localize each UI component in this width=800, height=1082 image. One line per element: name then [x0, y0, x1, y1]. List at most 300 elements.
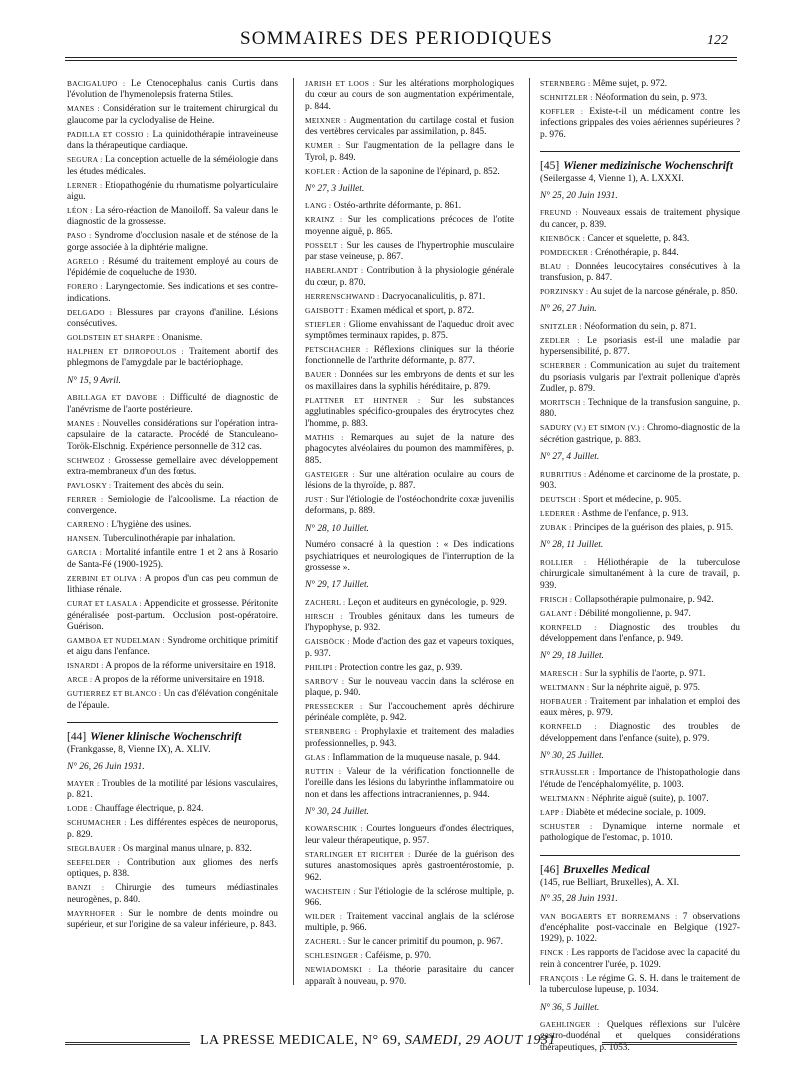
- list-item: [540, 335, 740, 359]
- entry-title: Les différentes espèces de neuroporus, p. 829.: [67, 818, 278, 840]
- entry-author: SEEFELDER :: [67, 857, 121, 867]
- list-item: [540, 469, 740, 493]
- entry-author: LANG :: [305, 201, 332, 211]
- entry-title: Chromo-diagnostic de la sécrétion gastrique, p. 883.: [540, 423, 740, 445]
- entry-title: Traitement des abcès du sein.: [111, 480, 224, 491]
- entry-author: MORITSCH :: [540, 397, 586, 407]
- entry-author: KORNFELD :: [540, 722, 597, 732]
- entry-title: Le régime G. S. H. dans le traitement de la tuberculose lupeuse, p. 1034.: [540, 973, 740, 996]
- entry-author: HALPHEN ET DJIROPOULOS :: [67, 347, 184, 357]
- entry-title: Prophylaxie et traitement des maladies professionnelles, p. 943.: [305, 727, 514, 749]
- entry-author: NEWIADOMSKI :: [305, 965, 372, 975]
- entry-author: BLAU :: [540, 261, 570, 271]
- entry-author: MATHIS :: [305, 432, 344, 442]
- page-number: 122: [707, 33, 728, 48]
- list-item: [67, 332, 278, 344]
- issue-date: N° 35, 28 Juin 1931.: [540, 894, 618, 905]
- entry-author: PASO :: [67, 231, 92, 241]
- entry-author: PLATTNER ET HINTNER :: [305, 395, 421, 405]
- journal-name: Wiener medizinische Wochenschrift: [563, 160, 733, 173]
- entry-title: Dacryocanaliculitis, p. 871.: [379, 291, 486, 302]
- list-item: [305, 214, 514, 238]
- entry-title: Troubles de la motilité par lésions vasculaires, p. 821.: [67, 779, 279, 801]
- list-item: [305, 597, 514, 609]
- list-item: [540, 668, 740, 680]
- list-item: [305, 140, 514, 164]
- entry-title: Blessures par crayons d'aniline. Lésions consécutives.: [67, 307, 278, 330]
- entry-author: GLAS :: [305, 752, 331, 762]
- list-item: [305, 611, 514, 635]
- list-item: [305, 849, 514, 884]
- list-item: [305, 344, 514, 368]
- entry-title: Gliome envahissant de l'aqueduc droit avec symptômes terminaux rapides, p. 875.: [305, 319, 514, 342]
- footer-date: SAMEDI, 29 AOUT 1931: [405, 1033, 556, 1048]
- entry-author: STERNBERG :: [305, 727, 358, 737]
- list-item: [67, 480, 278, 492]
- entry-title: Le psoriasis est-il une maladie par hypersensibilité, p. 877.: [540, 335, 740, 358]
- list-item: [305, 936, 514, 948]
- list-item: [67, 635, 278, 659]
- issue-date: N° 30, 24 Juillet.: [305, 807, 369, 817]
- entry-author: MEIXNER :: [305, 115, 347, 125]
- entry-author: WELTMANN :: [540, 793, 590, 803]
- entry-author: SCHUMACHER :: [67, 818, 127, 828]
- entry-title: Nouvelles considérations sur l'opération intra-capsulaire de la cataracte. Procédé de Stanculeano-Torök-Elschnig. Expérience personnelle de 312 cas.: [67, 418, 279, 452]
- entry-author: BANZI :: [67, 883, 105, 893]
- journal-address: (145, rue Belliart, Bruxelles), A. XI.: [540, 876, 680, 888]
- list-item: [305, 676, 514, 700]
- entry-author: FINCK :: [540, 948, 569, 958]
- list-item: [305, 369, 514, 393]
- entry-title: Laryngectomie. Ses indications et ses contre-indications.: [67, 282, 278, 304]
- journal-heading: [540, 151, 740, 185]
- issue-date: N° 29, 18 Juillet.: [540, 651, 604, 662]
- list-item: [540, 397, 740, 421]
- entry-title: Néoformation du sein, p. 871.: [581, 321, 697, 332]
- entry-author: JUST :: [305, 494, 328, 504]
- journal-address: (Frankgasse, 8, Vienne IX), A. XLIV.: [67, 744, 211, 756]
- entry-author: HOFBAUER :: [540, 696, 588, 706]
- journal-heading: [540, 855, 740, 889]
- list-item: [305, 78, 514, 113]
- entry-title: Sur les causes de l'hypertrophie musculaire par stase veineuse, p. 867.: [305, 240, 515, 263]
- entry-title: Néoformation du sein, p. 973.: [592, 93, 708, 103]
- issue-date: N° 27, 4 Juillet.: [540, 452, 600, 463]
- journal-name: Wiener klinische Wochenschrift: [90, 731, 242, 744]
- entry-author: ZEDLER :: [540, 335, 580, 345]
- issue-note: Numéro consacré à la question : « Des indications psychiatriques et neurologiques de l'interruption de la grossesse ».: [305, 540, 514, 573]
- journal-address: (Seilergasse 4, Vienne 1), A. LXXXI.: [540, 173, 684, 185]
- entry-title: Diagnostic des troubles de développement dans l'enfance (suite), p. 979.: [540, 722, 740, 744]
- list-item: [305, 432, 514, 467]
- entry-title: Contribution à la physiologie générale du cœur, p. 870.: [305, 266, 514, 288]
- entry-title: Sur la néphrite aiguë, p. 975.: [589, 682, 700, 693]
- list-item: [67, 205, 278, 229]
- entry-author: SARBO'V :: [305, 676, 345, 686]
- entry-title: Technique de la transfusion sanguine, p. 880.: [540, 397, 741, 420]
- entry-list: [305, 823, 514, 988]
- list-item: [67, 803, 278, 815]
- list-item: [540, 1019, 740, 1054]
- entry-title: Données leucocytaires consécutives à la transfusion, p. 847.: [540, 261, 740, 283]
- list-item: [540, 807, 740, 819]
- list-item: [540, 106, 740, 141]
- entry-author: VAN BOGAERTS ET BORREMANS :: [540, 911, 678, 921]
- entry-title: Débilité mongolienne, p. 947.: [576, 608, 691, 619]
- list-item: [67, 533, 278, 545]
- entry-title: Considération sur le traitement chirurgical du glaucome par la cyclodyalise de Heine.: [67, 104, 278, 126]
- list-item: [305, 291, 514, 303]
- list-item: [305, 911, 514, 935]
- list-item: [67, 778, 278, 802]
- entry-title: La séro-réaction de Manoiloff. Sa valeur dans le diagnostic de la grossesse.: [67, 206, 278, 228]
- issue-date: N° 26, 27 Juin.: [540, 304, 597, 315]
- entry-author: HIRSCH :: [305, 611, 343, 621]
- entry-title: Existe-t-il un médicament contre les infections grippales des voies aériennes supérieures ? p. 976.: [540, 107, 740, 140]
- entry-author: STIEFLER :: [305, 319, 347, 329]
- entry-list: [540, 78, 740, 141]
- entry-list: [540, 1019, 740, 1054]
- entry-author: PORZINSKY :: [540, 286, 589, 296]
- entry-author: MANES :: [67, 418, 100, 428]
- entry-title: Un cas d'élévation congénitale de l'épaule.: [67, 689, 279, 711]
- list-item: [540, 422, 740, 446]
- entry-title: A propos d'un cas peu commun de lithiase rénale.: [67, 573, 279, 596]
- entry-author: ABILLAGA ET DAVOBE :: [67, 393, 166, 403]
- entry-title: La quinidothérapie intraveineuse dans la thérapeutique cardiaque.: [67, 129, 278, 152]
- column-1: [67, 78, 278, 933]
- footer-journal: LA PRESSE MEDICALE, N° 69,: [200, 1033, 402, 1048]
- list-item: [540, 557, 740, 592]
- entry-title: Appendicite et grossesse. Péritonite généralisée post-partum. Occlusion post-opératoire. Guérison.: [67, 599, 278, 632]
- entry-list: [67, 778, 278, 931]
- entry-author: CARRENO :: [67, 520, 109, 530]
- entry-title: Communication au sujet du traitement du psoriasis vulgaris par l'extrait pollenique d'après Zudler, p. 879.: [540, 361, 740, 394]
- list-item: [305, 766, 514, 801]
- entry-title: Courtes longueurs d'ondes électriques, leur valeur thérapeutique, p. 957.: [305, 824, 514, 846]
- list-item: [540, 608, 740, 620]
- entry-author: BACIGALUPO :: [67, 79, 126, 88]
- entry-title: Sur le nombre de dents moindre ou supérieur, et sur l'origine de sa valeur inférieure, p. 843.: [67, 908, 278, 931]
- entry-author: HABERLANDT :: [305, 266, 364, 276]
- entry-author: KORNFELD :: [540, 622, 597, 632]
- entry-title: La conception actuelle de la séméiologie dans les études médicales.: [67, 155, 278, 177]
- entry-title: Difficulté de diagnostic de l'anévrisme de l'aorte postérieure.: [67, 393, 278, 415]
- issue-date: N° 25, 20 Juin 1931.: [540, 190, 618, 201]
- entry-title: Sur les complications précoces de l'otite moyenne aiguë, p. 865.: [305, 215, 514, 237]
- list-item: [67, 598, 278, 633]
- entry-author: GALANT :: [540, 608, 577, 618]
- list-item: [67, 180, 278, 204]
- entry-author: LODE :: [67, 804, 93, 814]
- issue-date: N° 27, 3 Juillet.: [305, 184, 365, 195]
- list-item: [67, 857, 278, 881]
- list-item: [67, 494, 278, 518]
- list-item: [305, 662, 514, 674]
- issue-date: N° 29, 17 Juillet.: [305, 580, 369, 591]
- list-item: [305, 115, 514, 139]
- entry-title: Réflexions cliniques sur la théorie fonctionnelle de l'arthrite déformante, p. 877.: [305, 345, 514, 367]
- list-item: [67, 843, 278, 855]
- entry-title: Chirurgie des tumeurs médiastinales neurogènes, p. 840.: [67, 883, 278, 905]
- entry-author: LERNER :: [67, 180, 103, 190]
- entry-title: Nouveaux essais de traitement physique du cancer, p. 839.: [540, 208, 740, 230]
- entry-title: Os marginal manus ulnare, p. 832.: [120, 843, 252, 854]
- list-item: [67, 519, 278, 531]
- list-item: [305, 240, 514, 264]
- list-item: [67, 688, 278, 712]
- issue-date: N° 28, 10 Juillet.: [305, 523, 369, 534]
- list-item: [305, 469, 514, 493]
- entry-author: STERNBERG :: [540, 79, 591, 88]
- entry-author: AGRELO :: [67, 256, 105, 266]
- list-item: [67, 346, 278, 370]
- entry-title: Syndrome orchitique primitif et aigu dans l'enfance.: [67, 635, 278, 658]
- entry-author: MAYER :: [67, 779, 100, 789]
- list-item: [540, 261, 740, 285]
- list-item: [305, 726, 514, 750]
- journal-number: [46]: [540, 863, 560, 876]
- issue-date: N° 36, 5 Juillet.: [540, 1002, 600, 1013]
- entry-title: Sur les substances agglutinables spécifico-groupales des érytrocytes chez l'homme, p. 883.: [305, 395, 514, 429]
- list-item: [67, 78, 278, 102]
- list-item: [540, 793, 740, 805]
- list-item: [67, 129, 278, 153]
- list-item: [305, 964, 514, 988]
- entry-author: GAISBOTT :: [305, 305, 349, 315]
- entry-author: ZERBINI ET OLIVA :: [67, 573, 142, 583]
- list-item: [540, 286, 740, 298]
- entry-author: GUTIERREZ ET BLANCO :: [67, 689, 162, 699]
- entry-list: [540, 207, 740, 298]
- entry-author: MARESCH :: [540, 668, 583, 678]
- entry-author: SIEGLBAUER :: [67, 843, 121, 853]
- list-item: [540, 233, 740, 245]
- entry-title: Sur l'étiologie de l'ostéochondrite coxæ juvenilis deformans, p. 889.: [305, 494, 515, 517]
- entry-title: Crénothérapie, p. 844.: [592, 247, 679, 258]
- entry-list: [540, 668, 740, 745]
- entry-title: Données sur les embryons de dents et sur les os maxillaires dans la syphilis héréditaire, p. 879.: [305, 370, 514, 392]
- entry-list: [305, 78, 514, 178]
- entry-author: SEGURA :: [67, 155, 103, 165]
- list-item: [540, 696, 740, 720]
- footer-rule-right: [602, 1042, 737, 1045]
- entry-author: FORERO :: [67, 282, 103, 292]
- entry-title: Leçon et auditeurs en gynécologie, p. 929.: [345, 597, 507, 608]
- entry-author: SCHERBER :: [540, 361, 587, 371]
- entry-title: Contribution aux gliomes des nerfs optiques, p. 838.: [67, 857, 278, 880]
- list-item: [305, 305, 514, 317]
- entry-title: Augmentation du cartilage costal et fusion des vertèbres cervicales par assimilation, p. 845.: [305, 115, 514, 138]
- issue-date: N° 26, 26 Juin 1931.: [67, 761, 145, 772]
- entry-author: GOLDSTEIN ET SHARPE :: [67, 333, 160, 343]
- list-item: [67, 418, 278, 453]
- list-item: [67, 256, 278, 280]
- entry-author: ZACHERL :: [305, 597, 346, 607]
- issue-date: N° 15, 9 Avril.: [67, 375, 121, 386]
- entry-title: Sport et médecine, p. 905.: [580, 495, 682, 505]
- entry-author: POSSELT :: [305, 240, 344, 250]
- entry-title: Traitement vaccinal anglais de la sclérose multiple, p. 966.: [305, 912, 514, 934]
- list-item: [67, 674, 278, 686]
- issue-date: N° 28, 11 Juillet.: [540, 540, 604, 551]
- entry-title: Collapsothérapie pulmonaire, p. 942.: [572, 594, 714, 605]
- entry-title: Diagnostic des troubles du développement dans l'enfance, p. 949.: [540, 622, 740, 645]
- list-item: [540, 207, 740, 231]
- list-item: [305, 886, 514, 910]
- entry-title: Au sujet de la narcose générale, p. 850.: [588, 286, 738, 297]
- list-item: [67, 908, 278, 932]
- entry-title: Inflammation de la muqueuse nasale, p. 944.: [330, 752, 501, 763]
- list-item: [540, 911, 740, 946]
- journal-number: [45]: [540, 160, 560, 173]
- entry-author: HERRENSCHWAND :: [305, 291, 380, 301]
- page-title: SOMMAIRES DES PERIODIQUES: [240, 28, 553, 49]
- entry-list: [540, 767, 740, 844]
- entry-author: LEDERER :: [540, 509, 580, 518]
- entry-author: KUMER :: [305, 141, 341, 151]
- journal-number: [44]: [67, 731, 87, 744]
- entry-author: KIENBÖCK :: [540, 233, 586, 243]
- entry-title: Tuberculinothérapie par inhalation.: [100, 534, 236, 545]
- entry-title: Mode d'action des gaz et vapeurs toxiques, p. 937.: [305, 637, 514, 659]
- entry-author: ARCE :: [67, 675, 93, 685]
- list-item: [67, 547, 278, 571]
- list-item: [67, 573, 278, 597]
- entry-author: SADURY (V.) ET SIMON (V.) :: [540, 423, 645, 433]
- entry-author: PHILIPI :: [305, 662, 338, 672]
- list-item: [67, 660, 278, 672]
- entry-title: Sur l'accouchement après déchirure périnéale complète, p. 942.: [305, 701, 514, 724]
- entry-title: 7 observations d'encéphalite post-vaccinale en Belgique (1927-1929), p. 1022.: [540, 911, 741, 945]
- list-item: [540, 682, 740, 694]
- entry-author: GAISBÖCK :: [305, 637, 350, 647]
- entry-author: FREUND :: [540, 208, 578, 218]
- list-item: [540, 247, 740, 259]
- entry-author: GASTEIGER :: [305, 469, 356, 479]
- entry-author: WILDER :: [305, 912, 343, 922]
- entry-title: Héliothérapie de la tuberculose chirurgicale simultanément à la cure de travail, p. 939.: [540, 557, 740, 591]
- list-item: [540, 321, 740, 333]
- entry-list: [305, 200, 514, 517]
- entry-list: [540, 469, 740, 535]
- list-item: [67, 817, 278, 841]
- entry-author: FRISCH :: [540, 594, 573, 604]
- entry-title: Les rapports de l'acidose avec la capacité du rein à concentrer l'urée, p. 1029.: [540, 948, 740, 970]
- entry-title: La théorie parasitaire du cancer apparaît à nouveau, p. 970.: [305, 965, 514, 987]
- entry-author: FERRER :: [67, 494, 104, 504]
- list-item: [540, 494, 740, 506]
- header-rule-bottom: [65, 60, 737, 61]
- entry-author: SCHWEOZ :: [67, 455, 111, 465]
- entry-title: Ostéo-arthrite déformante, p. 861.: [331, 201, 462, 212]
- entry-author: STRÄUSSLER :: [540, 768, 596, 778]
- entry-author: LÉON :: [67, 206, 93, 216]
- list-item: [540, 508, 740, 520]
- entry-title: Cancer et squelette, p. 843.: [585, 233, 690, 244]
- list-item: [540, 622, 740, 646]
- entry-author: SCHLESINGER :: [305, 951, 363, 961]
- entry-author: RUTTIN :: [305, 766, 342, 776]
- entry-title: A propos de la réforme universitaire en 1918.: [92, 675, 265, 686]
- entry-author: KOWARSCHIK :: [305, 824, 363, 834]
- entry-list: [540, 911, 740, 997]
- list-item: [305, 701, 514, 725]
- entry-title: Sur l'étiologie de la sclérose multiple, p. 966.: [305, 886, 514, 909]
- entry-title: Semiologie de l'alcoolisme. La réaction de convergence.: [67, 494, 278, 517]
- entry-title: Diabète et médecine sociale, p. 1009.: [563, 807, 706, 818]
- column-divider: [529, 78, 530, 985]
- entry-author: DELGADO :: [67, 307, 113, 317]
- entry-author: GAMBOA ET NUDELMAN :: [67, 635, 165, 645]
- entry-author: KOFLER :: [305, 166, 341, 176]
- entry-title: A propos de la réforme universitaire en 1918.: [103, 661, 276, 672]
- footer-line: [200, 1033, 556, 1049]
- list-item: [67, 281, 278, 305]
- entry-title: Troubles génitaux dans les tumeurs de l'hypophyse, p. 932.: [305, 611, 515, 634]
- entry-author: WACHSTEIN :: [305, 886, 356, 896]
- entry-title: Traitement abortif des phlegmons de l'amygdale par le bactériophage.: [67, 347, 278, 369]
- list-item: [305, 395, 514, 430]
- entry-author: BAUER :: [305, 370, 337, 380]
- list-item: [67, 882, 278, 906]
- journal-heading: [67, 722, 278, 756]
- entry-title: Remarques au sujet de la nature des phagocytes alvéolaires du poumon des mammifères, p. 885.: [305, 432, 514, 466]
- entry-list: [67, 392, 278, 712]
- column-divider: [293, 78, 294, 985]
- entry-author: KRAINZ :: [305, 215, 343, 225]
- entry-title: Asthme de l'enfance, p. 913.: [579, 509, 689, 519]
- column-3: [540, 78, 740, 1056]
- entry-author: MAYRHOFER :: [67, 908, 123, 918]
- entry-title: Traitement par inhalation et emploi des eaux mères, p. 979.: [540, 696, 740, 719]
- entry-title: Même sujet, p. 972.: [590, 79, 668, 89]
- list-item: [540, 78, 740, 90]
- entry-author: WELTMANN :: [540, 682, 590, 692]
- list-item: [540, 360, 740, 395]
- list-item: [67, 103, 278, 127]
- entry-title: Valeur de la vérification fonctionnelle de l'oreille dans les lésions du labyrinthe inflammatoire ou non et dans les affections intracraniennes, p. 944.: [305, 766, 514, 800]
- entry-title: Résumé du traitement employé au cours de l'épidémie de coqueluche de 1930.: [67, 256, 278, 279]
- entry-author: PETSCHACHER :: [305, 345, 369, 355]
- header-rule-top: [65, 57, 737, 58]
- list-item: [305, 950, 514, 962]
- entry-author: MANES :: [67, 104, 100, 114]
- entry-title: Sur le cancer primitif du poumon, p. 967.: [345, 937, 503, 948]
- journal-name: Bruxelles Medical: [563, 863, 650, 876]
- entry-title: Grossesse gemellaire avec développement extra-membraneux d'un des fœtus.: [67, 455, 279, 477]
- entry-title: Sur une altération oculaire au cours de lésions de la thyroïde, p. 887.: [305, 469, 514, 491]
- list-item: [67, 392, 278, 416]
- entry-title: Syndrome d'occlusion nasale et de sténose de la gorge associée à la diphtérie maligne.: [67, 231, 278, 253]
- list-item: [540, 973, 740, 997]
- entry-author: CURAT ET LASALA :: [67, 599, 142, 609]
- entry-list: [540, 321, 740, 446]
- entry-title: L'hygiène des usines.: [108, 520, 192, 531]
- list-item: [305, 166, 514, 178]
- entry-author: ISNARDI :: [67, 661, 104, 671]
- entry-author: STARLINGER ET RICHTER :: [305, 849, 411, 859]
- entry-author: JARISH ET LOOS :: [305, 79, 376, 88]
- list-item: [540, 721, 740, 745]
- entry-title: Protection contre les gaz, p. 939.: [337, 662, 463, 673]
- entry-title: Quelques réflexions sur l'ulcère gastro-duodénal et quelques considérations thérapeutiques, p. 1053.: [540, 1020, 741, 1053]
- entry-author: ROLLIER :: [540, 557, 587, 567]
- entry-title: Durée de la guérison des sutures anastomosiques après gastroentérostomie, p. 962.: [305, 849, 514, 883]
- list-item: [540, 594, 740, 606]
- list-item: [67, 455, 278, 479]
- entry-title: Sur la syphilis de l'aorte, p. 971.: [582, 668, 706, 679]
